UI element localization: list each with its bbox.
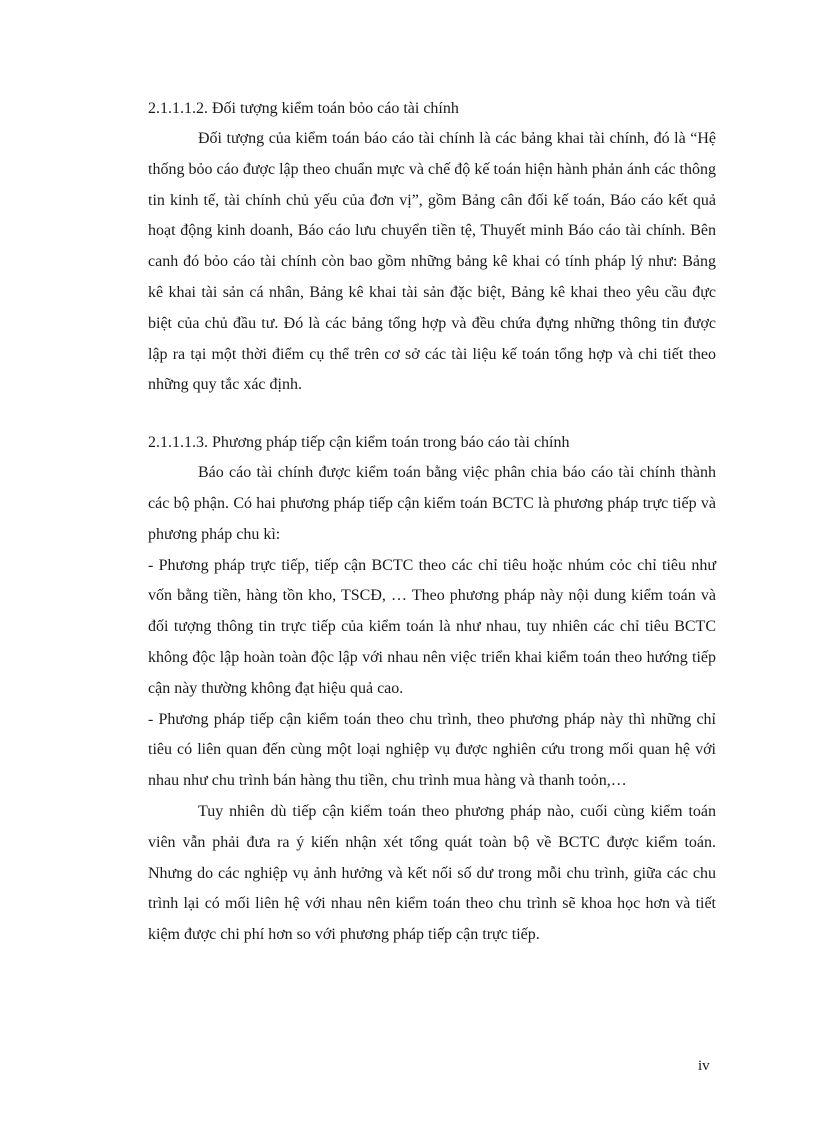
page-number: iv <box>698 1058 710 1074</box>
page-body <box>148 94 716 951</box>
section-heading-audit-approach: 2.1.1.1.3. Phương pháp tiếp cận kiểm toán trong báo cáo tài chính <box>148 434 570 452</box>
paragraph-cycle-method: - Phương pháp tiếp cận kiểm toán theo chu trình, theo phương pháp này thì những chỉ tiêu có liên quan đến cùng một loại nghiệp vụ được nghiên cứu trong mối quan hệ với nhau như chu trình bán hàng thu tiền, chu trình mua hàng và thanh toỏn,… <box>148 710 716 790</box>
paragraph-approach-intro: Báo cáo tài chính được kiểm toán bằng việc phân chia báo cáo tài chính thành các bộ phận. Có hai phương pháp tiếp cận kiểm toán BCTC là phương pháp trực tiếp và phương pháp chu kì: <box>148 464 716 543</box>
paragraph-direct-method: - Phương pháp trực tiếp, tiếp cận BCTC theo các chỉ tiêu hoặc nhúm cỏc chỉ tiêu như vốn bằng tiền, hàng tồn kho, TSCĐ, … Theo phương pháp này nội dung kiểm toán và đối tượng thông tin trực tiếp của kiểm toán là như nhau, tuy nhiên các chỉ tiêu BCTC không độc lập hoàn toàn độc lập với nhau nên việc triển khai kiểm toán theo hướng tiếp cận này thường không đạt hiệu quả cao. <box>148 556 716 697</box>
section-heading-audit-object: 2.1.1.1.2. Đối tượng kiểm toán bỏo cáo tài chính <box>148 100 459 117</box>
paragraph-conclusion: Tuy nhiên dù tiếp cận kiểm toán theo phương pháp nào, cuối cùng kiểm toán viên vẫn phải đưa ra ý kiến nhận xét tổng quát toàn bộ về BCTC được kiểm toán. Nhưng do các nghiệp vụ ảnh hưởng và kết nối số dư trong mỗi chu trình, giữa các chu trình lại có mối liên hệ với nhau nên kiểm toán theo chu trình sẽ khoa học hơn và tiết kiệm được chi phí hơn so với phương pháp tiếp cận trực tiếp. <box>148 802 716 944</box>
paragraph-audit-object: Đối tượng của kiểm toán báo cáo tài chính là các bảng khai tài chính, đó là “Hệ thống bỏo cáo được lập theo chuẩn mực và chế độ kế toán hiện hành phản ánh các thông tin kinh tế, tài chính chủ yếu của đơn vị”, gồm Bảng cân đối kế toán, Báo cáo kết quả hoạt động kinh doanh, Báo cáo lưu chuyển tiền tệ, Thuyết minh Báo cáo tài chính. Bên canh đó bỏo cáo tài chính còn bao gồm những bảng kê khai có tính pháp lý như: Bảng kê khai tài sản cá nhân, Bảng kê khai tài sản đặc biệt, Bảng kê khai theo yêu cầu đực biệt của chủ đầu tư. Đó là các bảng tổng hợp và đều chứa đựng những thông tin được lập ra tại một thời điểm cụ thể trên cơ sở các tài liệu kế toán tổng hợp và chi tiết theo những quy tắc xác định. <box>148 130 716 394</box>
